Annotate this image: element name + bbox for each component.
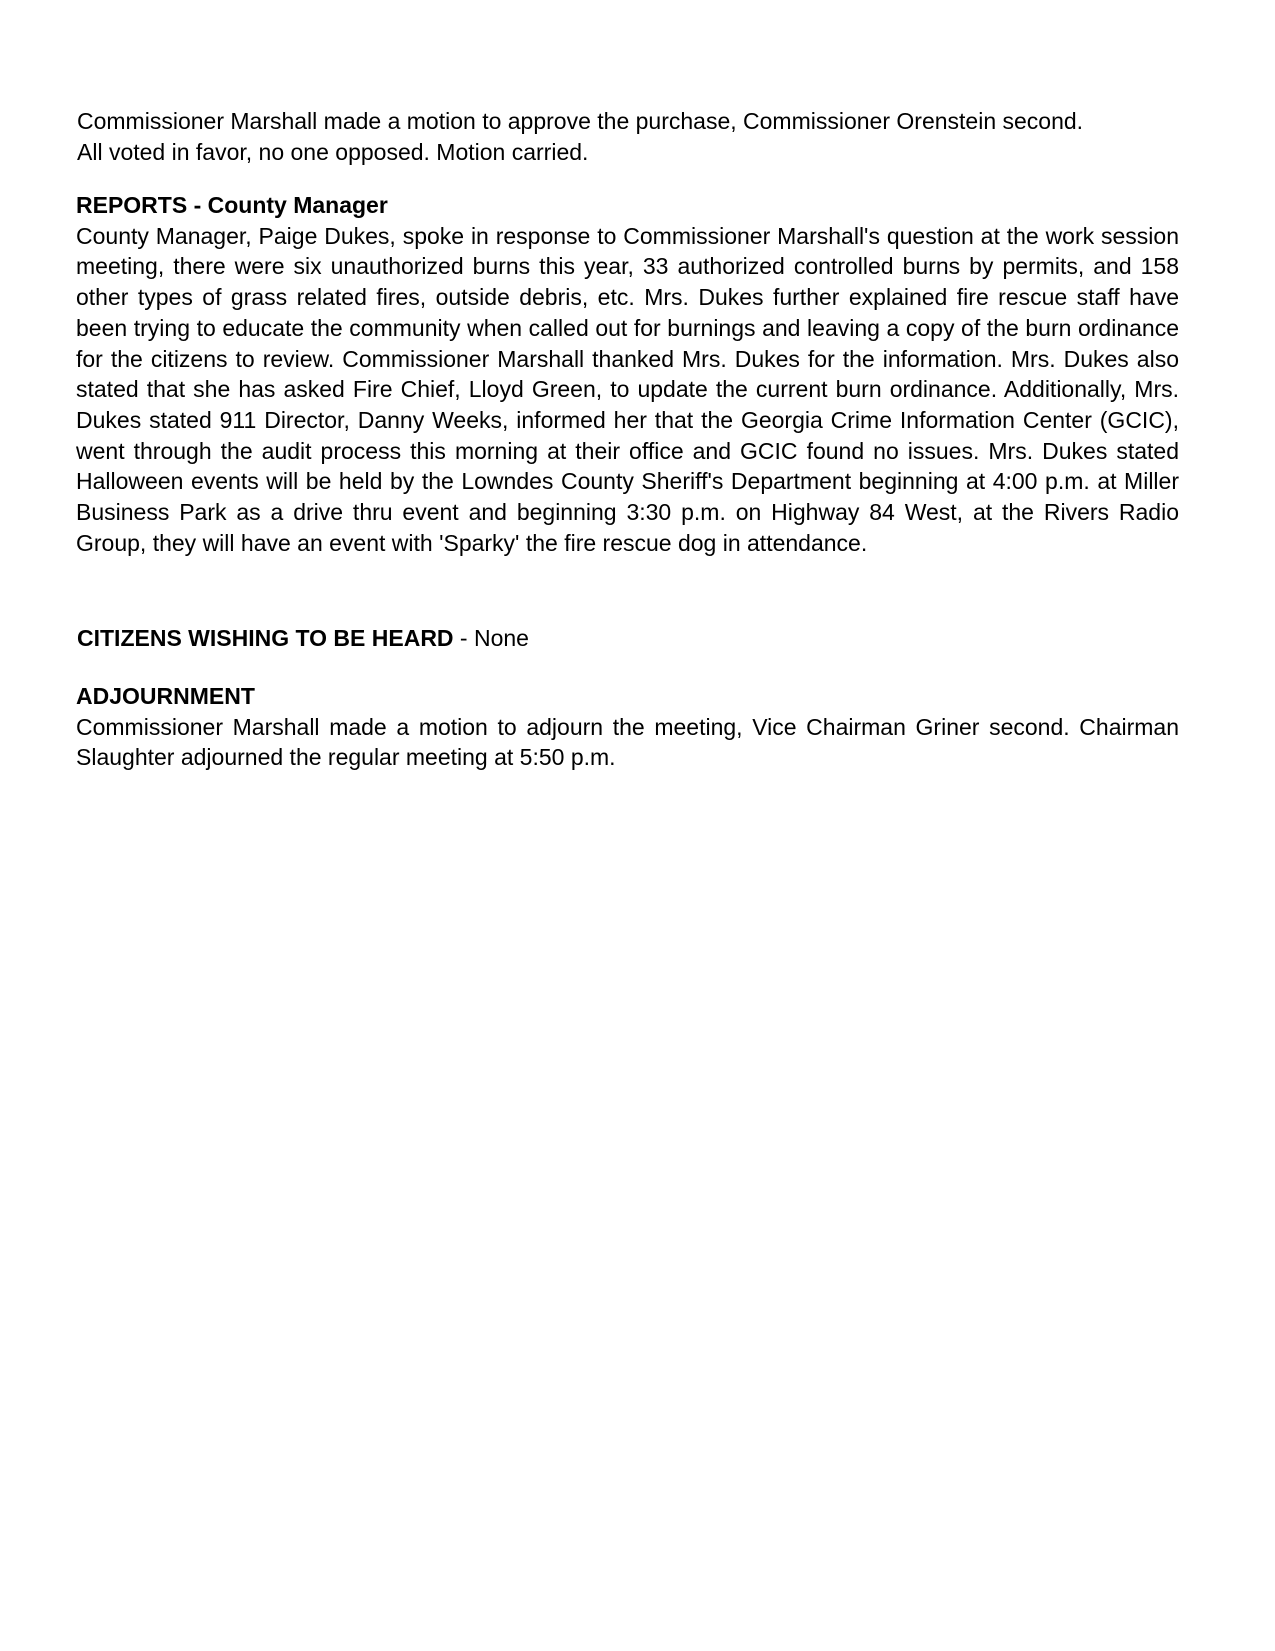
citizens-heading: CITIZENS WISHING TO BE HEARD: [77, 625, 454, 651]
citizens-section: [77, 623, 1180, 654]
adjournment-heading: ADJOURNMENT: [76, 683, 255, 709]
motion-paragraph: [77, 106, 1180, 167]
reports-section: [76, 190, 1179, 558]
reports-heading: REPORTS - County Manager: [76, 192, 388, 218]
motion-line-1: Commissioner Marshall made a motion to approve the purchase, Commissioner Orenstein second.: [77, 108, 1084, 134]
citizens-text: - None: [453, 625, 529, 651]
motion-line-2: All voted in favor, no one opposed. Motion carried.: [77, 138, 589, 165]
reports-body: County Manager, Paige Dukes, spoke in response to Commissioner Marshall's question at the work session meeting, there were six unauthorized burns this year, 33 authorized controlled burns by permits, and 158 other types of grass related fires, outside debris, etc. Mrs. Dukes further explained fire rescue staff have been trying to educate the community when called out for burnings and leaving a copy of the burn ordinance for the citizens to review. Commissioner Marshall thanked Mrs. Dukes for the information. Mrs. Dukes also stated that she has asked Fire Chief, Lloyd Green, to update the current burn ordinance. Additionally, Mrs. Dukes stated 911 Director, Danny Weeks, informed her that the Georgia Crime Information Center (GCIC), went through the audit process this morning at their office and GCIC found no issues. Mrs. Dukes stated Halloween events will be held by the Lowndes County Sheriff's Department beginning at 4:00 p.m. at Miller Business Park as a drive thru event and beginning 3:30 p.m. on Highway 84 West, at the Rivers Radio Group, they will have an event with 'Sparky' the fire rescue dog in attendance.: [76, 222, 1179, 556]
adjournment-section: [76, 681, 1179, 773]
adjournment-body: Commissioner Marshall made a motion to adjourn the meeting, Vice Chairman Griner second. Chairman Slaughter adjourned the regular meeting at 5:50 p.m.: [76, 713, 1179, 771]
